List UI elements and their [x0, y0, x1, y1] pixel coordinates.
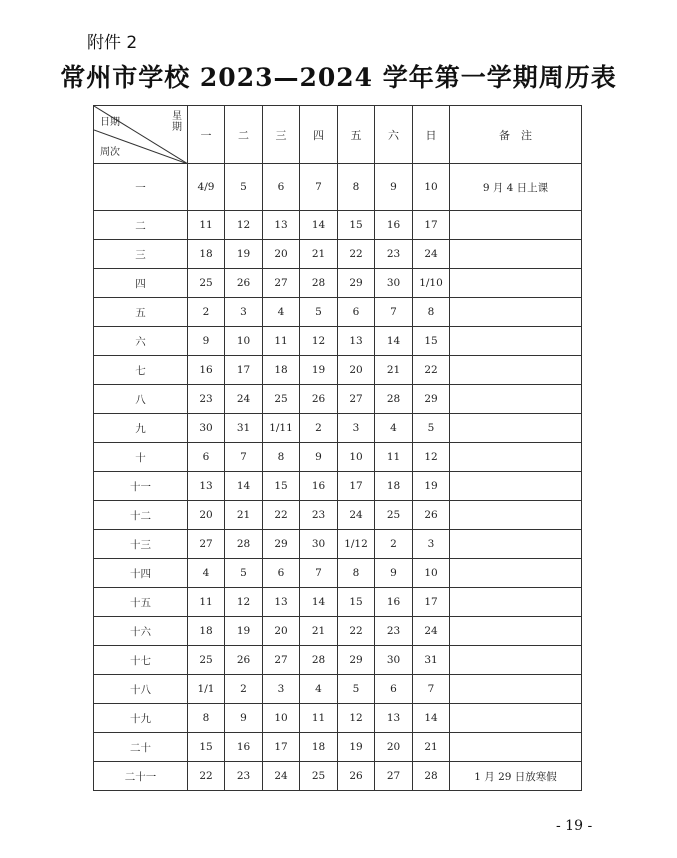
document-title: 常州市学校 2023—2024 学年第一学期周历表 [60, 63, 617, 92]
table-row [94, 588, 582, 617]
date-cell: 7 [413, 675, 450, 704]
table-row [94, 327, 582, 356]
weekday-header-wed: 三 [263, 106, 300, 164]
date-cell: 21 [375, 356, 413, 385]
date-cell: 25 [375, 501, 413, 530]
date-cell: 11 [188, 588, 225, 617]
date-cell: 24 [338, 501, 375, 530]
date-cell: 22 [338, 617, 375, 646]
corner-label-weekday: 星期 [172, 111, 182, 133]
table-row [94, 762, 582, 791]
date-cell: 1/12 [338, 530, 375, 559]
date-cell: 23 [375, 617, 413, 646]
date-cell: 17 [338, 472, 375, 501]
date-cell: 26 [413, 501, 450, 530]
date-cell: 9 [300, 443, 338, 472]
note-cell [450, 385, 582, 414]
date-cell: 10 [413, 164, 450, 211]
week-number-cell: 一 [94, 164, 188, 211]
date-cell: 14 [375, 327, 413, 356]
note-cell [450, 240, 582, 269]
date-cell: 18 [375, 472, 413, 501]
date-cell: 3 [338, 414, 375, 443]
notes-header: 备 注 [450, 106, 582, 164]
week-number-cell: 十一 [94, 472, 188, 501]
table-row [94, 617, 582, 646]
date-cell: 30 [375, 269, 413, 298]
date-cell: 26 [225, 269, 263, 298]
date-cell: 18 [300, 733, 338, 762]
date-cell: 30 [375, 646, 413, 675]
date-cell: 19 [225, 617, 263, 646]
date-cell: 28 [413, 762, 450, 791]
date-cell: 2 [188, 298, 225, 327]
date-cell: 12 [225, 588, 263, 617]
table-row [94, 298, 582, 327]
note-cell [450, 559, 582, 588]
week-number-cell: 十七 [94, 646, 188, 675]
note-cell [450, 443, 582, 472]
date-cell: 5 [413, 414, 450, 443]
date-cell: 27 [263, 646, 300, 675]
date-cell: 23 [375, 240, 413, 269]
date-cell: 1/10 [413, 269, 450, 298]
date-cell: 2 [375, 530, 413, 559]
table-row [94, 443, 582, 472]
date-cell: 16 [300, 472, 338, 501]
date-cell: 9 [188, 327, 225, 356]
date-cell: 6 [263, 164, 300, 211]
date-cell: 18 [188, 240, 225, 269]
week-number-cell: 二十 [94, 733, 188, 762]
date-cell: 23 [188, 385, 225, 414]
date-cell: 7 [375, 298, 413, 327]
date-cell: 12 [300, 327, 338, 356]
date-cell: 27 [375, 762, 413, 791]
date-cell: 31 [225, 414, 263, 443]
week-number-cell: 六 [94, 327, 188, 356]
date-cell: 6 [263, 559, 300, 588]
week-number-cell: 十二 [94, 501, 188, 530]
date-cell: 11 [300, 704, 338, 733]
date-cell: 25 [300, 762, 338, 791]
date-cell: 20 [375, 733, 413, 762]
table-row [94, 675, 582, 704]
date-cell: 4 [375, 414, 413, 443]
note-cell [450, 646, 582, 675]
week-calendar-table [93, 105, 582, 791]
week-number-cell: 十八 [94, 675, 188, 704]
table-row [94, 240, 582, 269]
date-cell: 1/11 [263, 414, 300, 443]
date-cell: 11 [188, 211, 225, 240]
table-row [94, 472, 582, 501]
note-cell [450, 588, 582, 617]
date-cell: 6 [375, 675, 413, 704]
week-number-cell: 七 [94, 356, 188, 385]
date-cell: 19 [413, 472, 450, 501]
date-cell: 31 [413, 646, 450, 675]
date-cell: 13 [263, 211, 300, 240]
date-cell: 21 [300, 240, 338, 269]
weekday-header-thu: 四 [300, 106, 338, 164]
corner-label-date: 日期 [100, 117, 120, 128]
date-cell: 8 [338, 164, 375, 211]
date-cell: 28 [300, 269, 338, 298]
note-cell [450, 617, 582, 646]
page-number: - 19 - [556, 818, 593, 834]
date-cell: 27 [338, 385, 375, 414]
date-cell: 22 [338, 240, 375, 269]
date-cell: 16 [225, 733, 263, 762]
date-cell: 28 [300, 646, 338, 675]
date-cell: 27 [263, 269, 300, 298]
week-number-cell: 十四 [94, 559, 188, 588]
date-cell: 10 [263, 704, 300, 733]
date-cell: 10 [413, 559, 450, 588]
date-cell: 21 [225, 501, 263, 530]
week-number-cell: 八 [94, 385, 188, 414]
date-cell: 5 [225, 559, 263, 588]
date-cell: 7 [225, 443, 263, 472]
date-cell: 6 [188, 443, 225, 472]
date-cell: 5 [225, 164, 263, 211]
date-cell: 23 [225, 762, 263, 791]
table-row [94, 530, 582, 559]
date-cell: 19 [300, 356, 338, 385]
date-cell: 30 [300, 530, 338, 559]
note-cell [450, 414, 582, 443]
week-number-cell: 三 [94, 240, 188, 269]
note-cell: 9 月 4 日上课 [450, 164, 582, 211]
date-cell: 30 [188, 414, 225, 443]
week-number-cell: 二 [94, 211, 188, 240]
note-cell: 1 月 29 日放寒假 [450, 762, 582, 791]
table-row [94, 211, 582, 240]
note-cell [450, 675, 582, 704]
date-cell: 3 [225, 298, 263, 327]
weekday-header-sat: 六 [375, 106, 413, 164]
date-cell: 19 [225, 240, 263, 269]
date-cell: 12 [338, 704, 375, 733]
date-cell: 14 [300, 588, 338, 617]
date-cell: 11 [263, 327, 300, 356]
date-cell: 23 [300, 501, 338, 530]
date-cell: 1/1 [188, 675, 225, 704]
date-cell: 15 [188, 733, 225, 762]
date-cell: 29 [263, 530, 300, 559]
date-cell: 6 [338, 298, 375, 327]
date-cell: 27 [188, 530, 225, 559]
table-row [94, 501, 582, 530]
week-number-cell: 四 [94, 269, 188, 298]
table-row [94, 646, 582, 675]
date-cell: 17 [413, 588, 450, 617]
weekday-header-tue: 二 [225, 106, 263, 164]
note-cell [450, 501, 582, 530]
date-cell: 8 [188, 704, 225, 733]
date-cell: 10 [338, 443, 375, 472]
date-cell: 10 [225, 327, 263, 356]
date-cell: 15 [263, 472, 300, 501]
date-cell: 24 [413, 617, 450, 646]
week-number-cell: 二十一 [94, 762, 188, 791]
date-cell: 26 [300, 385, 338, 414]
date-cell: 20 [263, 240, 300, 269]
date-cell: 29 [338, 646, 375, 675]
date-cell: 28 [375, 385, 413, 414]
date-cell: 21 [300, 617, 338, 646]
date-cell: 17 [413, 211, 450, 240]
date-cell: 16 [188, 356, 225, 385]
date-cell: 8 [413, 298, 450, 327]
date-cell: 26 [225, 646, 263, 675]
date-cell: 13 [263, 588, 300, 617]
note-cell [450, 530, 582, 559]
date-cell: 2 [300, 414, 338, 443]
date-cell: 21 [413, 733, 450, 762]
date-cell: 22 [413, 356, 450, 385]
table-row [94, 414, 582, 443]
date-cell: 29 [413, 385, 450, 414]
date-cell: 16 [375, 588, 413, 617]
date-cell: 9 [375, 559, 413, 588]
date-cell: 20 [188, 501, 225, 530]
date-cell: 3 [413, 530, 450, 559]
date-cell: 5 [338, 675, 375, 704]
date-cell: 17 [263, 733, 300, 762]
date-cell: 25 [188, 646, 225, 675]
date-cell: 14 [225, 472, 263, 501]
date-cell: 3 [263, 675, 300, 704]
date-cell: 9 [225, 704, 263, 733]
date-cell: 4 [263, 298, 300, 327]
date-cell: 22 [188, 762, 225, 791]
date-cell: 20 [338, 356, 375, 385]
week-number-cell: 十 [94, 443, 188, 472]
date-cell: 12 [413, 443, 450, 472]
weekday-header-mon: 一 [188, 106, 225, 164]
week-number-cell: 五 [94, 298, 188, 327]
note-cell [450, 472, 582, 501]
date-cell: 15 [413, 327, 450, 356]
date-cell: 29 [338, 269, 375, 298]
table-row [94, 733, 582, 762]
date-cell: 25 [263, 385, 300, 414]
date-cell: 4 [300, 675, 338, 704]
date-cell: 15 [338, 211, 375, 240]
table-row [94, 385, 582, 414]
date-cell: 8 [338, 559, 375, 588]
date-cell: 24 [263, 762, 300, 791]
date-cell: 22 [263, 501, 300, 530]
date-cell: 16 [375, 211, 413, 240]
week-number-cell: 十九 [94, 704, 188, 733]
date-cell: 9 [375, 164, 413, 211]
date-cell: 8 [263, 443, 300, 472]
date-cell: 26 [338, 762, 375, 791]
note-cell [450, 269, 582, 298]
date-cell: 24 [413, 240, 450, 269]
corner-label-week: 周次 [100, 147, 120, 158]
weekday-header-fri: 五 [338, 106, 375, 164]
note-cell [450, 327, 582, 356]
note-cell [450, 211, 582, 240]
date-cell: 17 [225, 356, 263, 385]
table-row [94, 704, 582, 733]
date-cell: 18 [263, 356, 300, 385]
table-row [94, 356, 582, 385]
date-cell: 19 [338, 733, 375, 762]
date-cell: 5 [300, 298, 338, 327]
date-cell: 4 [188, 559, 225, 588]
note-cell [450, 298, 582, 327]
week-number-cell: 十三 [94, 530, 188, 559]
attachment-label: 附件 2 [87, 33, 138, 53]
week-number-cell: 十六 [94, 617, 188, 646]
week-number-cell: 九 [94, 414, 188, 443]
date-cell: 20 [263, 617, 300, 646]
date-cell: 13 [375, 704, 413, 733]
date-cell: 15 [338, 588, 375, 617]
date-cell: 12 [225, 211, 263, 240]
date-cell: 7 [300, 559, 338, 588]
calendar-body [94, 164, 582, 791]
weekday-header-sun: 日 [413, 106, 450, 164]
date-cell: 11 [375, 443, 413, 472]
date-cell: 25 [188, 269, 225, 298]
week-number-cell: 十五 [94, 588, 188, 617]
date-cell: 7 [300, 164, 338, 211]
note-cell [450, 733, 582, 762]
date-cell: 28 [225, 530, 263, 559]
date-cell: 13 [188, 472, 225, 501]
date-cell: 13 [338, 327, 375, 356]
date-cell: 14 [413, 704, 450, 733]
header-row [94, 106, 582, 164]
table-row [94, 559, 582, 588]
table-row [94, 164, 582, 211]
corner-header-cell [94, 106, 188, 164]
date-cell: 18 [188, 617, 225, 646]
table-row [94, 269, 582, 298]
date-cell: 14 [300, 211, 338, 240]
date-cell: 4/9 [188, 164, 225, 211]
note-cell [450, 356, 582, 385]
note-cell [450, 704, 582, 733]
date-cell: 24 [225, 385, 263, 414]
date-cell: 2 [225, 675, 263, 704]
